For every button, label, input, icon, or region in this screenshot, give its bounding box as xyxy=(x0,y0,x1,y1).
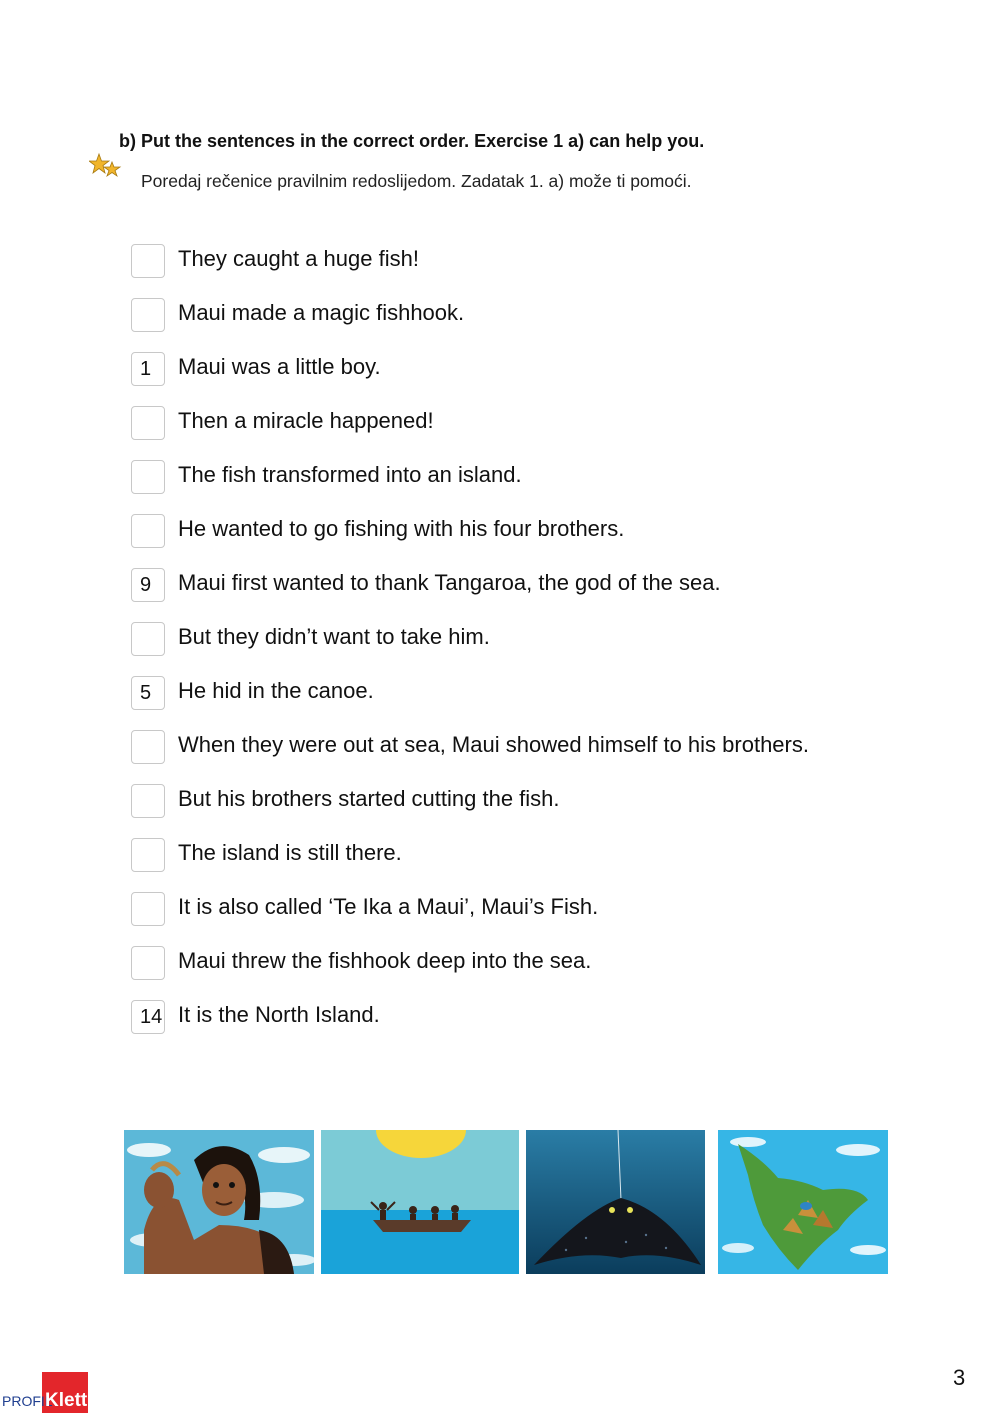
sentence-text: It is also called ‘Te Ika a Maui’, Maui’s Fish. xyxy=(178,894,599,919)
sentence-text: They caught a huge fish! xyxy=(178,246,419,271)
svg-text:Klett: Klett xyxy=(45,1390,88,1411)
maui-portrait-illustration xyxy=(124,1130,314,1274)
answer-box[interactable]: 9 xyxy=(131,568,165,602)
sentence-text: But they didn’t want to take him. xyxy=(178,624,490,649)
sentence-text: The fish transformed into an island. xyxy=(178,462,522,487)
answer-box[interactable]: 1 xyxy=(131,352,165,386)
answer-box[interactable] xyxy=(131,892,165,926)
answer-box[interactable] xyxy=(131,622,165,656)
sentence-text: Maui made a magic fishhook. xyxy=(178,300,465,325)
sentence-text: Maui was a little boy. xyxy=(178,354,381,379)
answer-box[interactable] xyxy=(131,298,165,332)
sentence-text: Maui threw the fishhook deep into the sea. xyxy=(178,948,592,973)
profil-klett-logo xyxy=(0,1372,88,1413)
answer-box[interactable] xyxy=(131,730,165,764)
sentence-text: It is the North Island. xyxy=(178,1002,380,1027)
sentence-text: Maui first wanted to thank Tangaroa, the god of the sea. xyxy=(178,570,721,595)
sentence-text: But his brothers started cutting the fish. xyxy=(178,786,560,811)
sentence-text: Then a miracle happened! xyxy=(178,408,434,433)
answer-box[interactable] xyxy=(131,406,165,440)
answer-box[interactable] xyxy=(131,460,165,494)
sentence-text: He wanted to go fishing with his four brothers. xyxy=(178,516,625,541)
sentence-text: The island is still there. xyxy=(178,840,402,865)
page-number: 3 xyxy=(953,1365,966,1390)
north-island-map-illustration xyxy=(718,1130,888,1274)
giant-fish-underwater-illustration xyxy=(526,1130,705,1274)
answer-box[interactable] xyxy=(131,838,165,872)
sentence-text: When they were out at sea, Maui showed himself to his brothers. xyxy=(178,732,809,757)
answer-box[interactable] xyxy=(131,514,165,548)
answer-box[interactable] xyxy=(131,244,165,278)
canoe-at-sea-illustration xyxy=(321,1130,519,1274)
sentence-text: He hid in the canoe. xyxy=(178,678,374,703)
answer-box[interactable]: 5 xyxy=(131,676,165,710)
answer-box[interactable] xyxy=(131,784,165,818)
exercise-instruction-translation: Poredaj rečenice pravilnim redoslijedom. Zadatak 1. a) može ti pomoći. xyxy=(141,171,692,191)
svg-text:PROFIL: PROFIL xyxy=(2,1393,53,1409)
answer-box[interactable]: 14 xyxy=(131,1000,165,1034)
answer-box[interactable] xyxy=(131,946,165,980)
star-icon xyxy=(89,152,123,182)
exercise-heading: b) Put the sentences in the correct order. Exercise 1 a) can help you. xyxy=(119,131,705,151)
